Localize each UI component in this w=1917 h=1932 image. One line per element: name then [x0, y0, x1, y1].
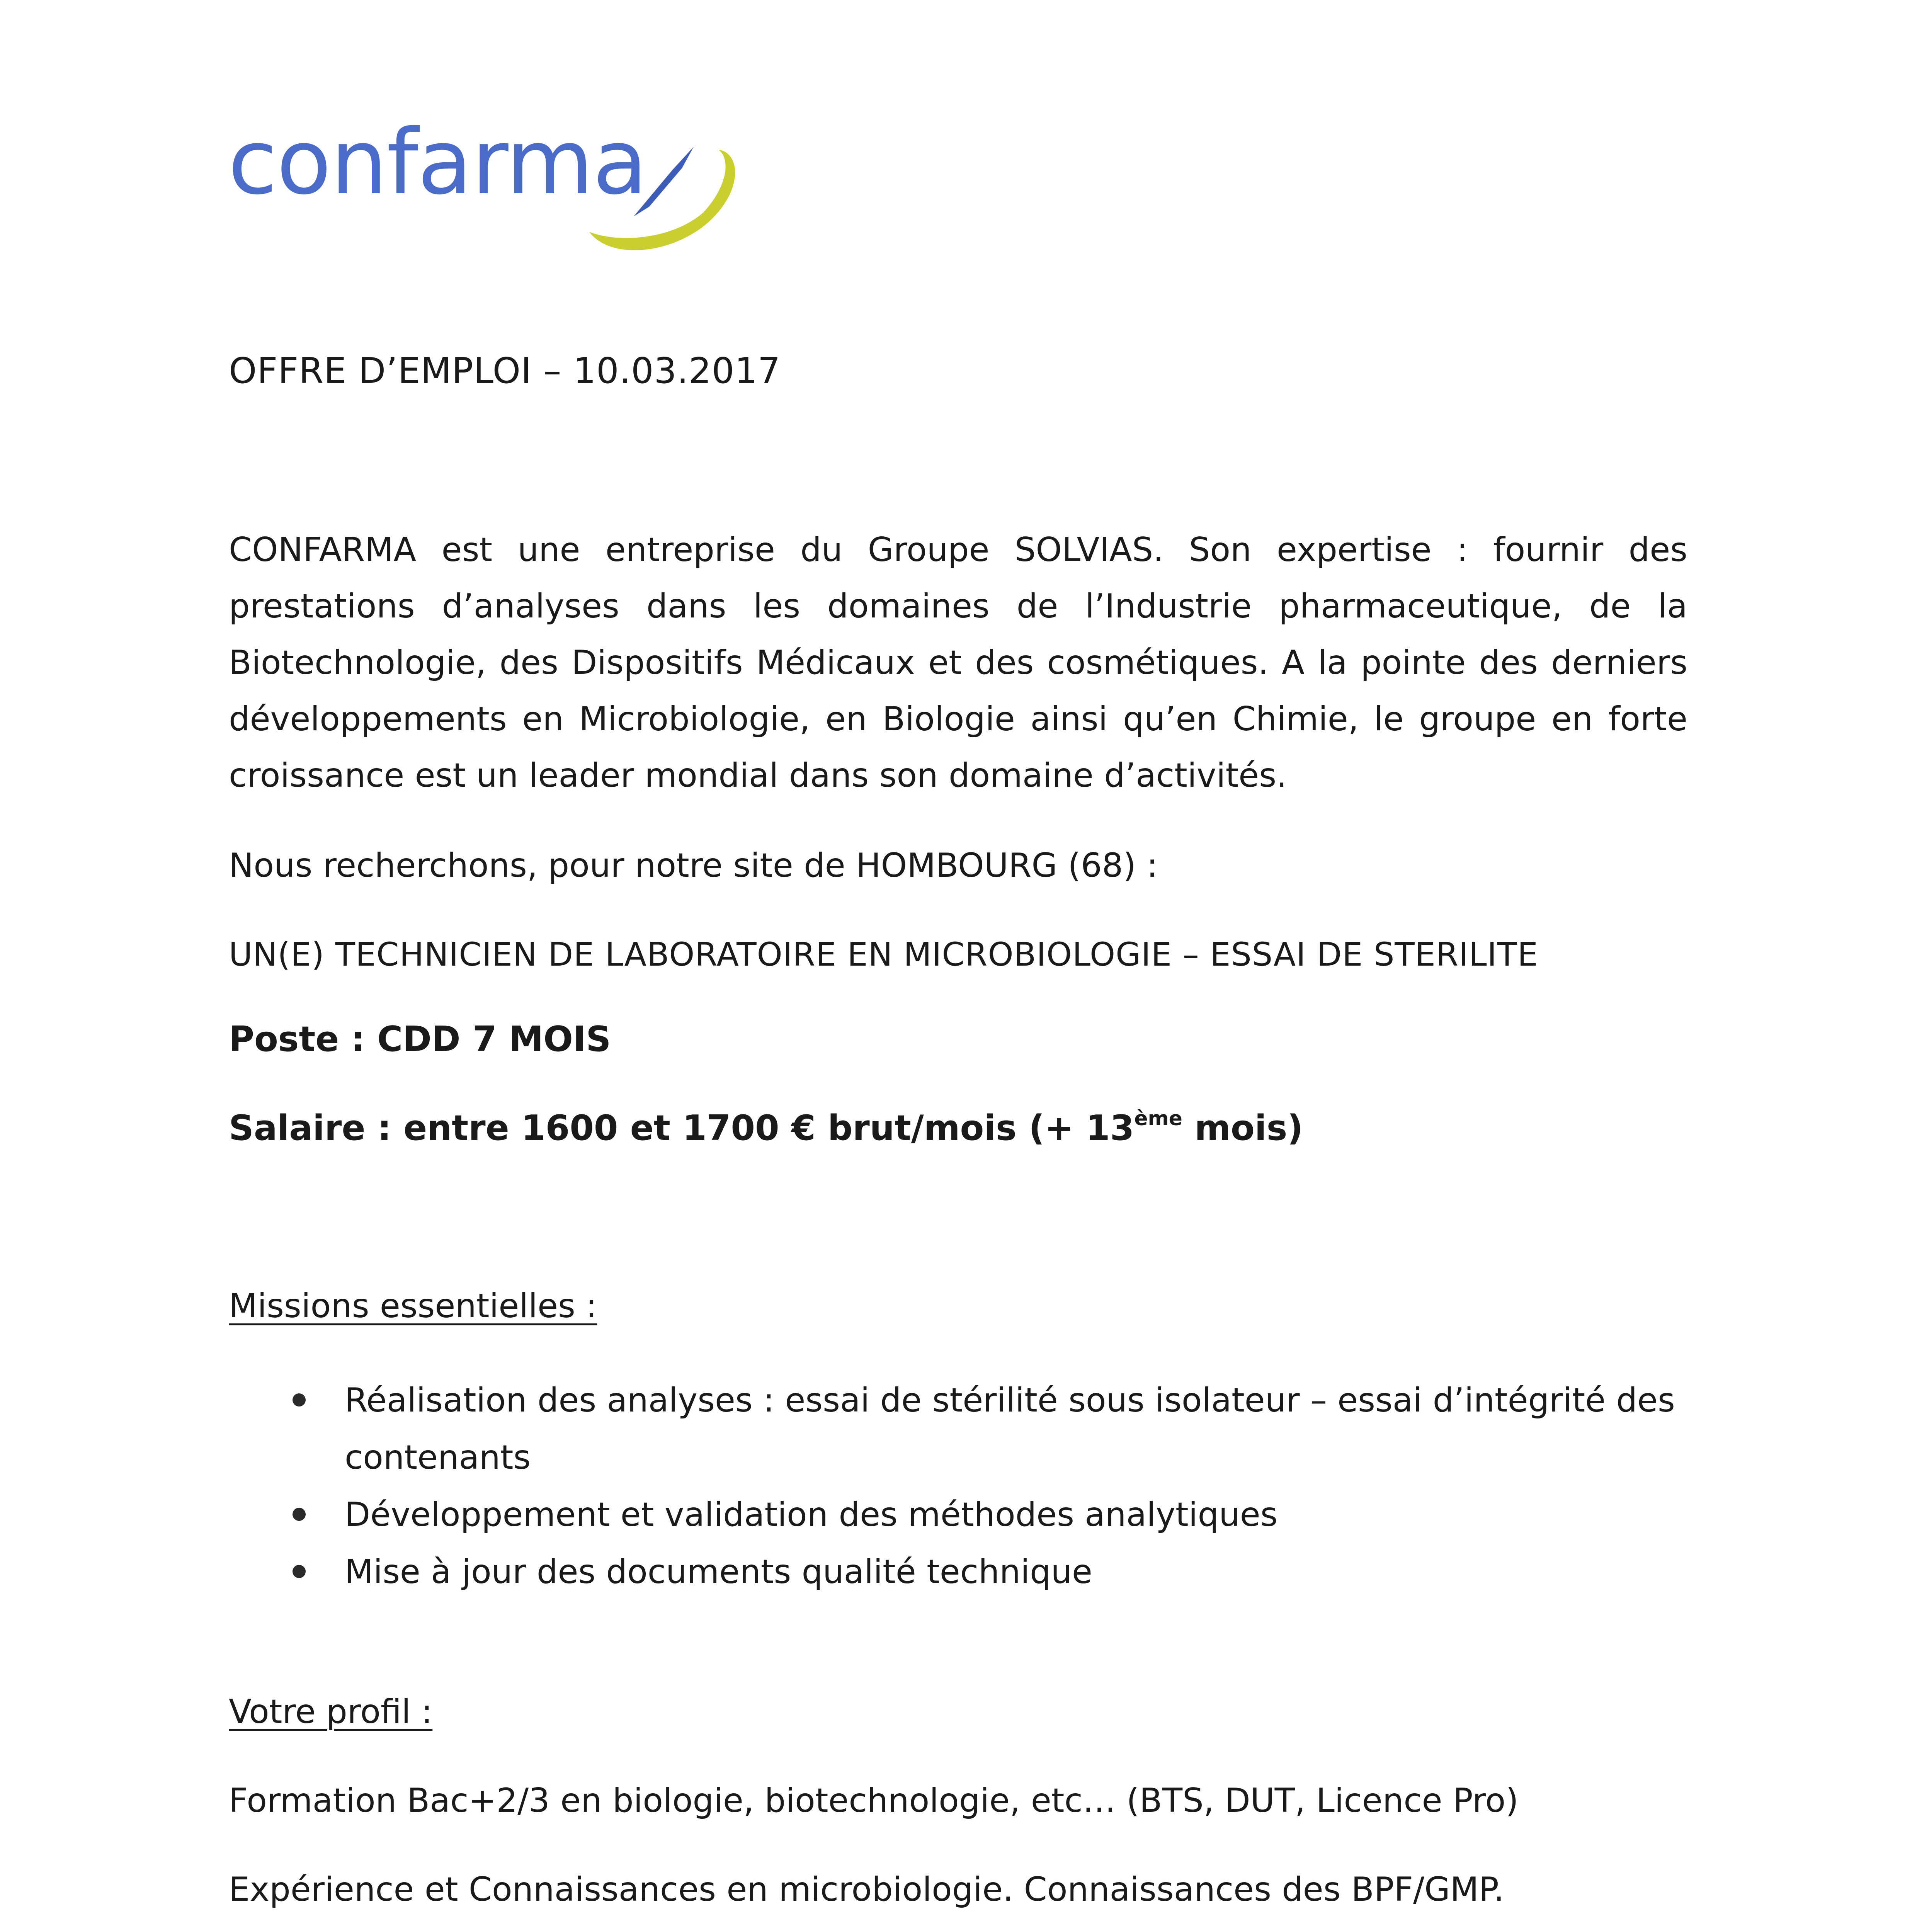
logo-swoosh-arc [589, 150, 735, 250]
bullet-icon [293, 1508, 306, 1521]
contract-type: Poste : CDD 7 MOIS [229, 1019, 611, 1060]
logo-slash [634, 147, 694, 216]
salary [229, 1105, 1687, 1151]
mission-text: Mise à jour des documents qualité technique [345, 1553, 1092, 1591]
missions-heading: Missions essentielles : [229, 1287, 597, 1325]
mission-text: Développement et validation des méthodes analytiques [345, 1495, 1278, 1534]
salary-text: Salaire : entre 1600 et 1700 € brut/mois (+ 13 [229, 1108, 1135, 1148]
list-item [229, 1372, 1687, 1486]
profile-line: Formation Bac+2/3 en biologie, biotechnologie, etc… (BTS, DUT, Licence Pro) [229, 1781, 1519, 1820]
offer-title: OFFRE D’EMPLOI – 10.03.2017 [229, 350, 781, 391]
list-item [229, 1543, 1687, 1600]
confarma-logo [228, 104, 777, 267]
search-statement: Nous recherchons, pour notre site de HOMBOURG (68) : [229, 846, 1158, 885]
profile-heading: Votre profil : [229, 1692, 433, 1731]
missions-list [229, 1372, 1687, 1600]
list-item [229, 1486, 1687, 1543]
position-title: UN(E) TECHNICIEN DE LABORATOIRE EN MICROBIOLOGIE – ESSAI DE STERILITE [229, 935, 1538, 973]
mission-text: Réalisation des analyses : essai de stérilité sous isolateur – essai d’intégrité des contenants [345, 1381, 1675, 1477]
bullet-icon [293, 1393, 306, 1406]
logo-wordmark: confarma [228, 110, 647, 214]
profile-line: Expérience et Connaissances en microbiologie. Connaissances des BPF/GMP. [229, 1870, 1504, 1909]
salary-superscript: ème [1134, 1107, 1182, 1130]
bullet-icon [293, 1565, 306, 1578]
company-intro: CONFARMA est une entreprise du Groupe SOLVIAS. Son expertise : fournir des prestations d’analyses dans les domaines de l’Industrie pharmaceutique, de la Biotechnologie, des Dispositifs Médicaux et des cosmétiques. A la pointe des derniers développements en Microbiologie, en Biologie ainsi qu’en Chimie, le groupe en forte croissance est un leader mondial dans son domaine d’activités. [229, 531, 1687, 795]
salary-text-end: mois) [1182, 1108, 1303, 1148]
logo-swoosh-icon [228, 104, 777, 267]
